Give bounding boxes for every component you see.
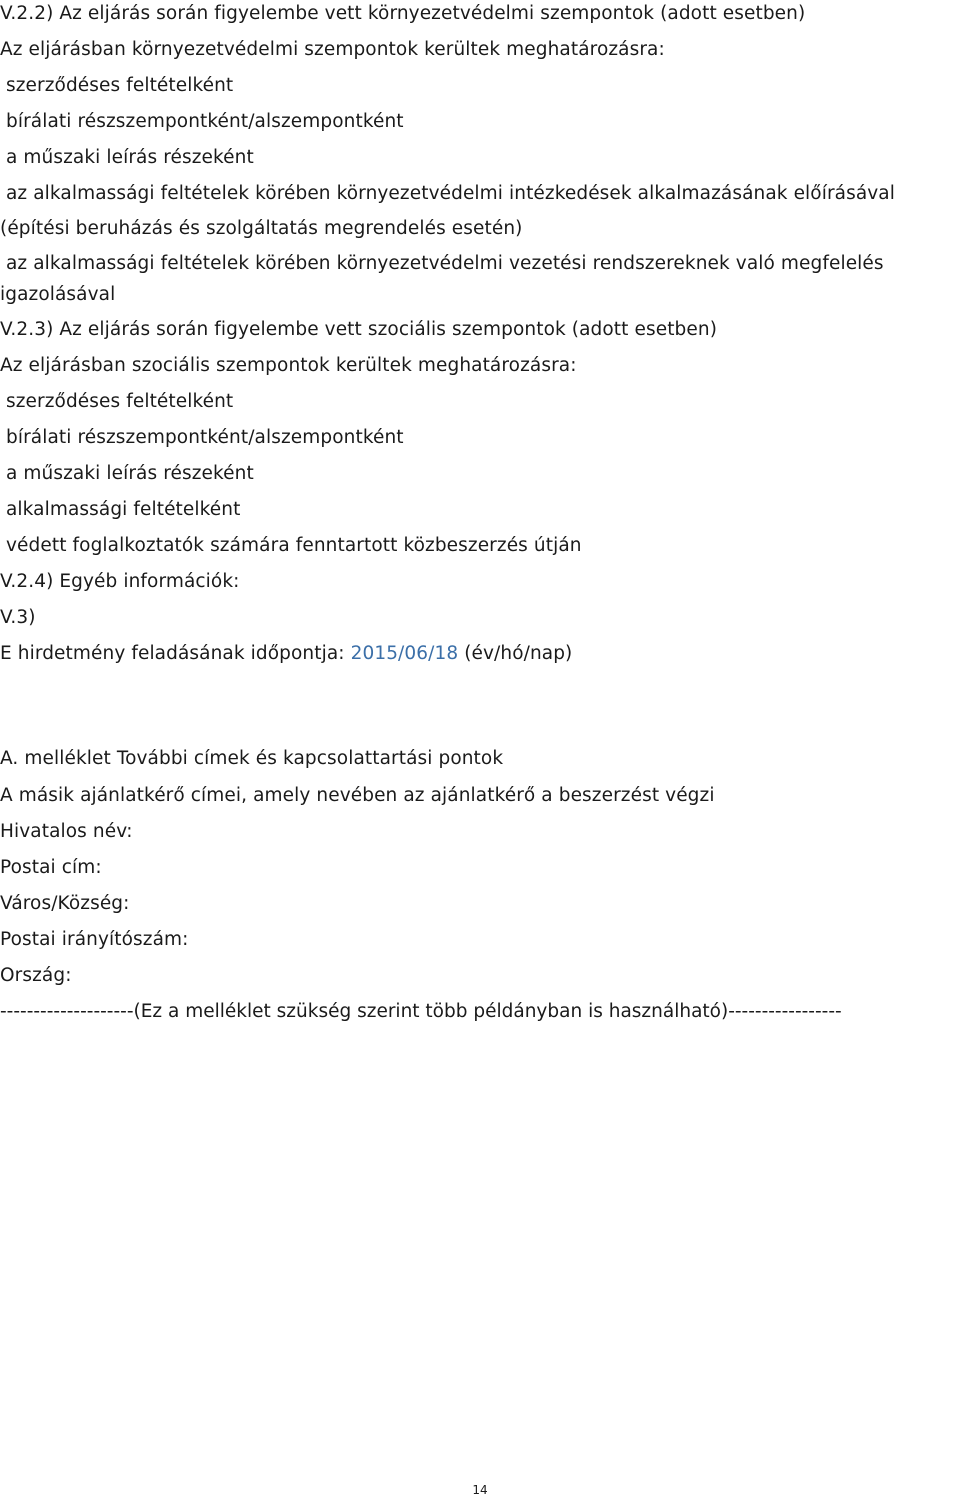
page-number: 14 (472, 1483, 488, 1497)
section-v23-item: alkalmassági feltételként (6, 499, 241, 520)
publication-date-label: E hirdetmény feladásának időpontja: (0, 643, 351, 664)
annex-field-postal-address: Postai cím: (0, 857, 102, 878)
section-v22-item: az alkalmassági feltételek körében környezetvédelmi intézkedések alkalmazásának előírásával (6, 183, 895, 204)
section-v22-item: igazolásával (0, 284, 116, 305)
annex-separator: --------------------(Ez a melléklet szükség szerint több példányban is használható)----------------- (0, 1001, 842, 1022)
section-v23-item: védett foglalkoztatók számára fenntartott közbeszerzés útján (6, 535, 582, 556)
section-v23-item: bírálati részszempontként/alszempontként (6, 427, 404, 448)
section-v22-intro: Az eljárásban környezetvédelmi szempontok kerültek meghatározásra: (0, 39, 665, 60)
publication-date-line (0, 643, 572, 665)
publication-date-suffix: (év/hó/nap) (458, 643, 573, 664)
section-v22-item: (építési beruházás és szolgáltatás megrendelés esetén) (0, 218, 523, 239)
section-v23-heading: V.2.3) Az eljárás során figyelembe vett szociális szempontok (adott esetben) (0, 319, 718, 340)
section-v24-heading: V.2.4) Egyéb információk: (0, 571, 240, 592)
annex-field-country: Ország: (0, 965, 72, 986)
section-v23-intro: Az eljárásban szociális szempontok kerültek meghatározásra: (0, 355, 577, 376)
section-v22-item: szerződéses feltételként (6, 75, 234, 96)
section-v22-heading: V.2.2) Az eljárás során figyelembe vett környezetvédelmi szempontok (adott esetben) (0, 3, 806, 24)
section-v22-item: bírálati részszempontként/alszempontként (6, 111, 404, 132)
annex-field-postal-code: Postai irányítószám: (0, 929, 189, 950)
section-v3-heading: V.3) (0, 607, 36, 628)
publication-date-value: 2015/06/18 (350, 643, 459, 664)
section-v22-item: a műszaki leírás részeként (6, 147, 254, 168)
annex-field-official-name: Hivatalos név: (0, 821, 133, 842)
annex-a-title: A. melléklet További címek és kapcsolattartási pontok (0, 748, 504, 769)
annex-a-subtitle: A másik ajánlatkérő címei, amely nevében az ajánlatkérő a beszerzést végzi (0, 785, 715, 806)
section-v23-item: szerződéses feltételként (6, 391, 234, 412)
section-v22-item: az alkalmassági feltételek körében környezetvédelmi vezetési rendszereknek való megfelelés (6, 253, 884, 274)
annex-field-town: Város/Község: (0, 893, 130, 914)
section-v23-item: a műszaki leírás részeként (6, 463, 254, 484)
